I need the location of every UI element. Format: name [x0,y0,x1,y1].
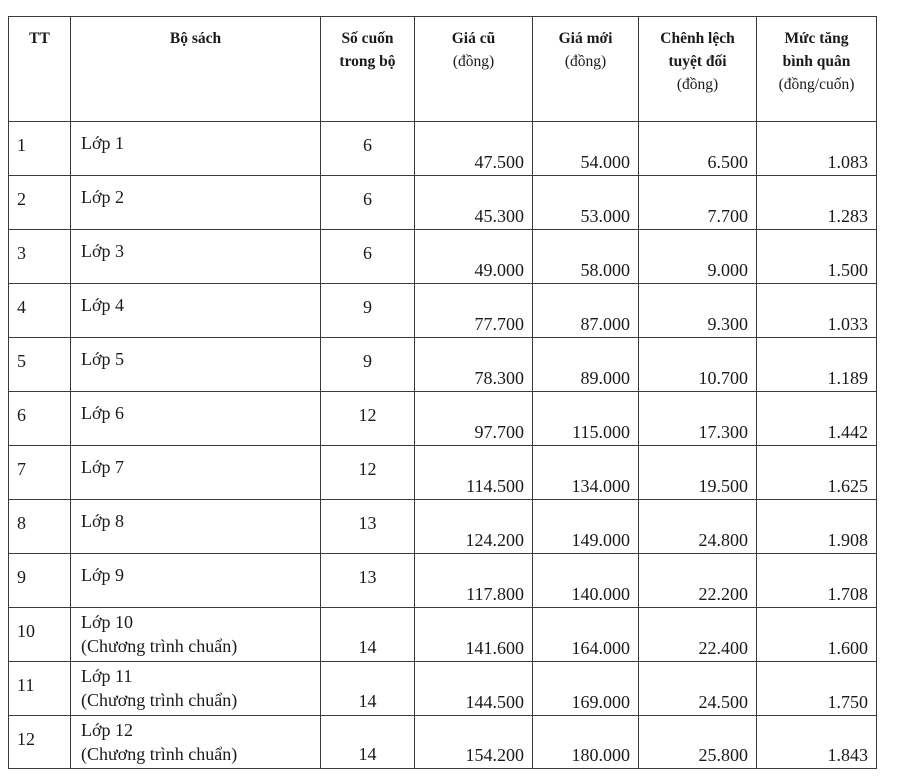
cell-new-price: 87.000 [533,284,639,338]
cell-old-price: 117.800 [415,554,533,608]
book-set-name: Lớp 3 [81,241,125,261]
cell-tt: 2 [9,176,71,230]
cell-old-price: 114.500 [415,446,533,500]
cell-tt: 12 [9,716,71,769]
cell-new-price: 89.000 [533,338,639,392]
header-avg-increase-line1: Mức tăng [784,30,849,47]
header-abs-diff-line1: Chênh lệch [660,30,735,47]
cell-volumes: 13 [321,554,415,608]
book-set-name: Lớp 7 [81,457,125,477]
cell-book-set [71,338,321,392]
cell-new-price: 115.000 [533,392,639,446]
cell-volumes: 14 [321,608,415,662]
cell-avg-increase: 1.442 [757,392,877,446]
cell-old-price: 154.200 [415,716,533,769]
header-new-price [533,17,639,122]
cell-book-set [71,446,321,500]
cell-tt: 5 [9,338,71,392]
cell-tt: 1 [9,122,71,176]
cell-volumes: 6 [321,230,415,284]
table-row [9,284,877,338]
cell-new-price: 140.000 [533,554,639,608]
cell-abs-diff: 9.000 [639,230,757,284]
header-row [9,17,877,122]
cell-abs-diff: 25.800 [639,716,757,769]
table-row [9,122,877,176]
cell-volumes: 6 [321,122,415,176]
cell-volumes: 12 [321,446,415,500]
cell-book-set [71,500,321,554]
cell-avg-increase: 1.750 [757,662,877,716]
book-set-name: Lớp 2 [81,187,125,207]
cell-avg-increase: 1.189 [757,338,877,392]
cell-book-set [71,554,321,608]
cell-avg-increase: 1.500 [757,230,877,284]
header-abs-diff-line2: tuyệt đối [668,53,727,70]
header-old-price-line1: Giá cũ [451,30,496,47]
table-row [9,392,877,446]
book-set-program: (Chương trình chuẩn) [81,744,238,764]
cell-old-price: 47.500 [415,122,533,176]
cell-new-price: 134.000 [533,446,639,500]
cell-new-price: 164.000 [533,608,639,662]
cell-tt: 7 [9,446,71,500]
cell-book-set [71,716,321,769]
cell-abs-diff: 19.500 [639,446,757,500]
table-row [9,500,877,554]
header-abs-diff [639,17,757,122]
cell-book-set [71,230,321,284]
price-table [8,16,877,769]
cell-volumes: 14 [321,716,415,769]
cell-old-price: 141.600 [415,608,533,662]
cell-tt: 3 [9,230,71,284]
cell-new-price: 54.000 [533,122,639,176]
cell-abs-diff: 9.300 [639,284,757,338]
cell-volumes: 9 [321,338,415,392]
cell-avg-increase: 1.843 [757,716,877,769]
table-row [9,716,877,769]
cell-old-price: 97.700 [415,392,533,446]
book-set-program: (Chương trình chuẩn) [81,636,238,656]
header-avg-increase-line2: bình quân [782,53,851,70]
header-abs-diff-line3: (đồng) [676,76,719,93]
cell-avg-increase: 1.600 [757,608,877,662]
cell-old-price: 78.300 [415,338,533,392]
header-avg-increase [757,17,877,122]
table-row [9,662,877,716]
header-volumes-line2: trong bộ [339,53,396,70]
book-set-name: Lớp 9 [81,565,125,585]
cell-avg-increase: 1.625 [757,446,877,500]
cell-tt: 4 [9,284,71,338]
cell-avg-increase: 1.708 [757,554,877,608]
cell-new-price: 58.000 [533,230,639,284]
book-set-name: Lớp 5 [81,349,125,369]
cell-tt: 6 [9,392,71,446]
book-set-name: Lớp 12 [81,720,134,740]
cell-avg-increase: 1.283 [757,176,877,230]
cell-abs-diff: 22.400 [639,608,757,662]
cell-volumes: 6 [321,176,415,230]
header-new-price-line1: Giá mới [558,30,613,47]
cell-abs-diff: 10.700 [639,338,757,392]
cell-tt: 8 [9,500,71,554]
cell-old-price: 77.700 [415,284,533,338]
cell-avg-increase: 1.033 [757,284,877,338]
book-set-name: Lớp 4 [81,295,125,315]
cell-new-price: 53.000 [533,176,639,230]
cell-volumes: 13 [321,500,415,554]
cell-abs-diff: 7.700 [639,176,757,230]
table-row [9,338,877,392]
cell-avg-increase: 1.908 [757,500,877,554]
table-row [9,230,877,284]
table-row [9,446,877,500]
header-volumes [321,17,415,122]
book-set-name: Lớp 6 [81,403,125,423]
header-new-price-line2: (đồng) [564,53,607,70]
cell-book-set [71,608,321,662]
book-set-name: Lớp 10 [81,612,134,632]
book-set-name: Lớp 8 [81,511,125,531]
cell-abs-diff: 24.500 [639,662,757,716]
book-set-name: Lớp 11 [81,666,133,686]
book-set-name: Lớp 1 [81,133,125,153]
header-book-set: Bộ sách [71,17,321,122]
header-avg-increase-line3: (đồng/cuốn) [778,76,855,93]
table-row [9,554,877,608]
cell-abs-diff: 6.500 [639,122,757,176]
cell-volumes: 9 [321,284,415,338]
cell-book-set [71,122,321,176]
cell-new-price: 180.000 [533,716,639,769]
cell-volumes: 14 [321,662,415,716]
cell-abs-diff: 17.300 [639,392,757,446]
cell-old-price: 144.500 [415,662,533,716]
header-old-price [415,17,533,122]
cell-abs-diff: 22.200 [639,554,757,608]
cell-book-set [71,662,321,716]
cell-old-price: 49.000 [415,230,533,284]
cell-tt: 10 [9,608,71,662]
cell-old-price: 45.300 [415,176,533,230]
cell-avg-increase: 1.083 [757,122,877,176]
table-row [9,176,877,230]
cell-book-set [71,284,321,338]
cell-tt: 11 [9,662,71,716]
cell-new-price: 169.000 [533,662,639,716]
cell-old-price: 124.200 [415,500,533,554]
cell-new-price: 149.000 [533,500,639,554]
header-tt: TT [9,17,71,122]
header-old-price-line2: (đồng) [452,53,495,70]
book-set-program: (Chương trình chuẩn) [81,690,238,710]
cell-book-set [71,392,321,446]
cell-book-set [71,176,321,230]
table-row [9,608,877,662]
cell-abs-diff: 24.800 [639,500,757,554]
cell-volumes: 12 [321,392,415,446]
cell-tt: 9 [9,554,71,608]
header-volumes-line1: Số cuốn [341,30,394,47]
